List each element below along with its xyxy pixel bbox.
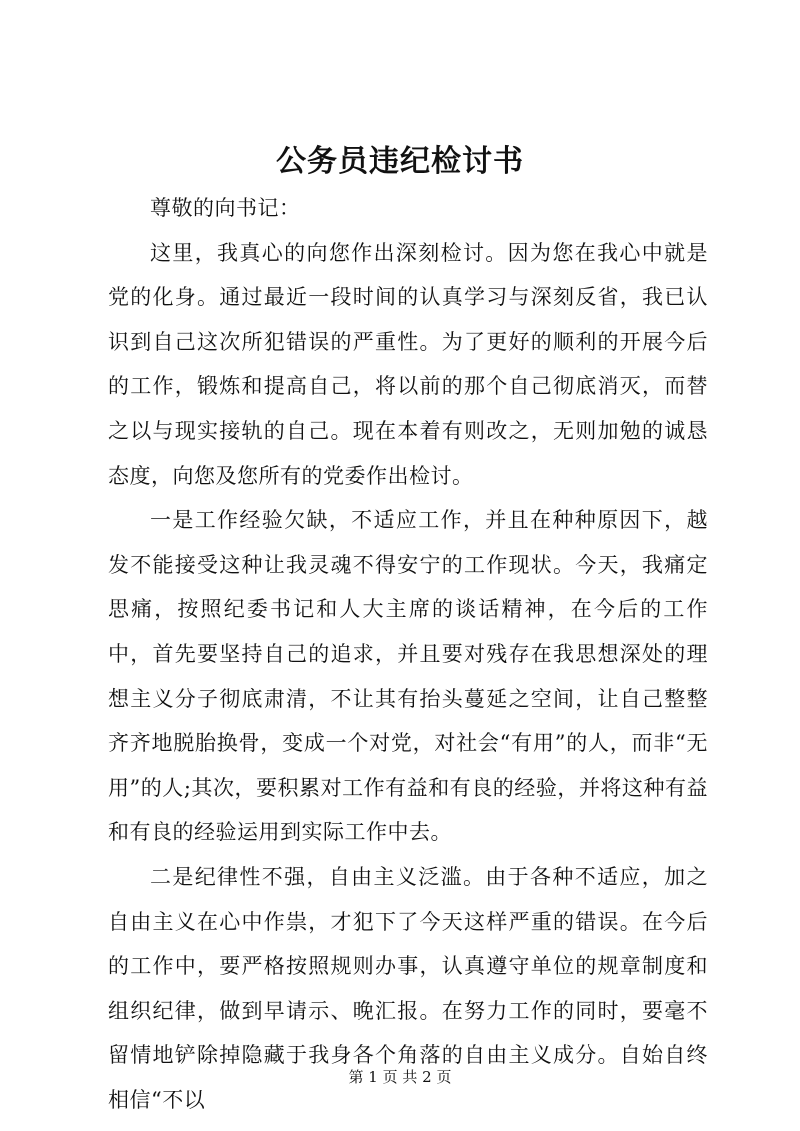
paragraph-1: 这里，我真心的向您作出深刻检讨。因为您在我心中就是党的化身。通过最近一段时间的认真学习与深刻反省，我已认识到自己这次所犯错误的严重性。为了更好的顺利的开展今后的工作，锻炼和提高自己，将以前的那个自己彻底消灭，而替之以与现实接轨的自己。现在本着有则改之，无则加勉的诚恳态度，向您及您所有的党委作出检讨。 (108, 240, 708, 488)
document-title: 公务员违纪检讨书 (276, 144, 524, 179)
paragraph-2: 一是工作经验欠缺，不适应工作，并且在种种原因下，越发不能接受这种让我灵魂不得安宁的工作现状。今天，我痛定思痛，按照纪委书记和人大主席的谈话精神，在今后的工作中，首先要坚持自己的追求，并且要对残存在我思想深处的理想主义分子彻底肃清，不让其有抬头蔓延之空间，让自己整整齐齐地脱胎换骨，变成一个对党，对社会“有用”的人，而非“无用”的人;其次，要积累对工作有益和有良的经验，并将这种有益和有良的经验运用到实际工作中去。 (108, 508, 708, 845)
page-footer: 第 1 页 共 2 页 (348, 1068, 452, 1086)
document-body (108, 186, 708, 1122)
salutation: 尊敬的向书记： (150, 196, 301, 220)
paragraph-3: 二是纪律性不强，自由主义泛滥。由于各种不适应，加之自由主义在心中作祟，才犯下了今天这样严重的错误。在今后的工作中，要严格按照规则办事，认真遵守单位的规章制度和组织纪律，做到早请示、晚汇报。在努力工作的同时，要毫不留情地铲除掉隐藏于我身各个角落的自由主义成分。自始自终相信“不以 (108, 864, 708, 1112)
